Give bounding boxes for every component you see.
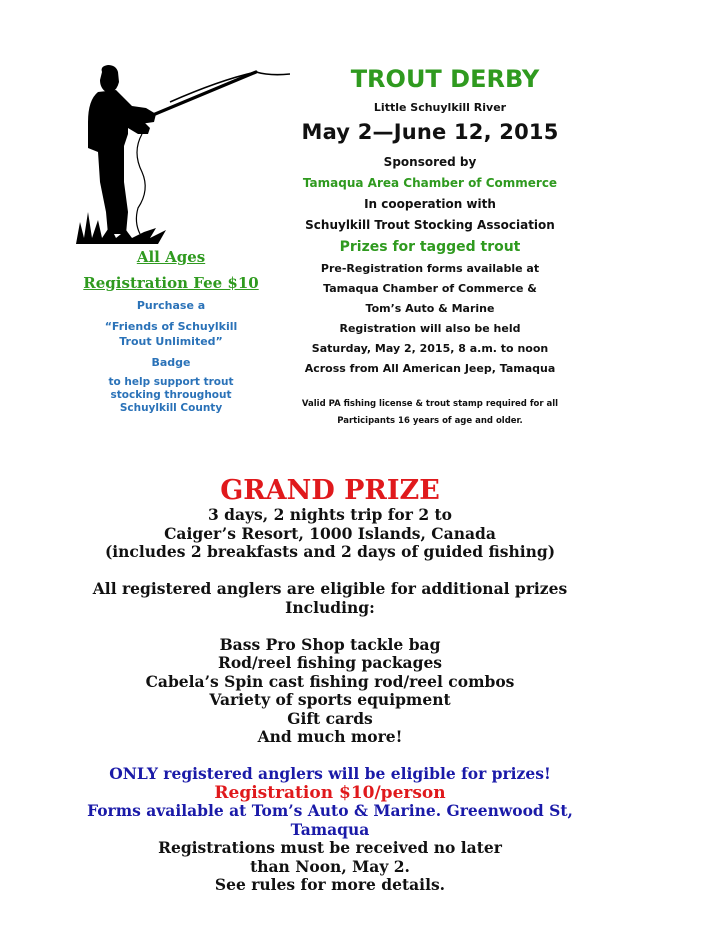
registration-info-line: Saturday, May 2, 2015, 8 a.m. to noon — [311, 342, 549, 355]
sponsor-name: Tamaqua Area Chamber of Commerce — [302, 176, 558, 190]
all-ages-label: All Ages — [136, 248, 206, 266]
registration-info-line: Across from All American Jeep, Tamaqua — [304, 362, 556, 375]
event-dates: May 2—June 12, 2015 — [301, 120, 559, 144]
left-panel — [66, 248, 276, 414]
badge-label: Badge — [151, 356, 191, 369]
eligibility-note: ONLY registered anglers will be eligible for prizes! — [109, 764, 551, 783]
badge-name-line: “Friends of Schuylkill — [104, 320, 238, 333]
grand-prize-line: 3 days, 2 nights trip for 2 to — [207, 505, 452, 524]
sponsored-by-label: Sponsored by — [383, 155, 477, 169]
grand-prize-line: (includes 2 breakfasts and 2 days of guided fishing) — [104, 542, 556, 561]
deadline-line: than Noon, May 2. — [250, 856, 410, 876]
spacer — [0, 562, 660, 581]
prize-item: And much more! — [257, 727, 403, 746]
prize-item: Cabela’s Spin cast fishing rod/reel combos — [145, 671, 515, 691]
grand-prize-line: Caiger’s Resort, 1000 Islands, Canada — [164, 523, 496, 543]
including-label: Including: — [285, 597, 375, 617]
support-line: to help support trout — [108, 376, 234, 388]
registration-price: Registration $10/person — [214, 782, 446, 803]
forms-location-line: Forms available at Tom’s Auto & Marine. Greenwood St, — [87, 801, 573, 820]
rules-note: See rules for more details. — [214, 875, 446, 894]
additional-prizes-intro: All registered anglers are eligible for additional prizes — [92, 579, 568, 598]
fisherman-illustration — [70, 62, 290, 244]
registration-info-line: Registration will also be held — [339, 322, 521, 335]
cooperation-label: In cooperation with — [364, 197, 496, 211]
prize-item: Variety of sports equipment — [209, 690, 451, 709]
prize-item: Gift cards — [287, 708, 373, 728]
license-note: Participants 16 years of age and older. — [337, 416, 523, 426]
event-header — [285, 62, 575, 426]
registration-info-line: Tom’s Auto & Marine — [365, 302, 495, 315]
badge-name-line: Trout Unlimited” — [119, 335, 223, 348]
registration-fee-label: Registration Fee $10 — [83, 274, 259, 292]
deadline-line: Registrations must be received no later — [158, 838, 502, 857]
support-line: Schuylkill County — [119, 402, 223, 414]
event-location: Little Schuylkill River — [373, 101, 507, 114]
event-title: TROUT DERBY — [350, 65, 540, 93]
prize-item: Bass Pro Shop tackle bag — [219, 634, 441, 654]
spacer — [0, 617, 660, 636]
purchase-label: Purchase a — [136, 299, 206, 312]
spacer — [0, 747, 660, 766]
registration-info-line: Tamaqua Chamber of Commerce & — [323, 282, 537, 295]
support-line: stocking throughout — [110, 389, 232, 401]
registration-info-line: Pre-Registration forms available at — [320, 262, 540, 275]
prize-item: Rod/reel fishing packages — [217, 653, 443, 672]
license-note: Valid PA fishing license & trout stamp required for all — [301, 399, 559, 409]
grand-prize-heading: GRAND PRIZE — [220, 475, 440, 506]
cooperating-org: Schuylkill Trout Stocking Association — [305, 218, 555, 232]
prize-section — [0, 476, 660, 895]
forms-location-line: Tamaqua — [290, 819, 370, 839]
prizes-tagged-trout: Prizes for tagged trout — [339, 239, 521, 255]
